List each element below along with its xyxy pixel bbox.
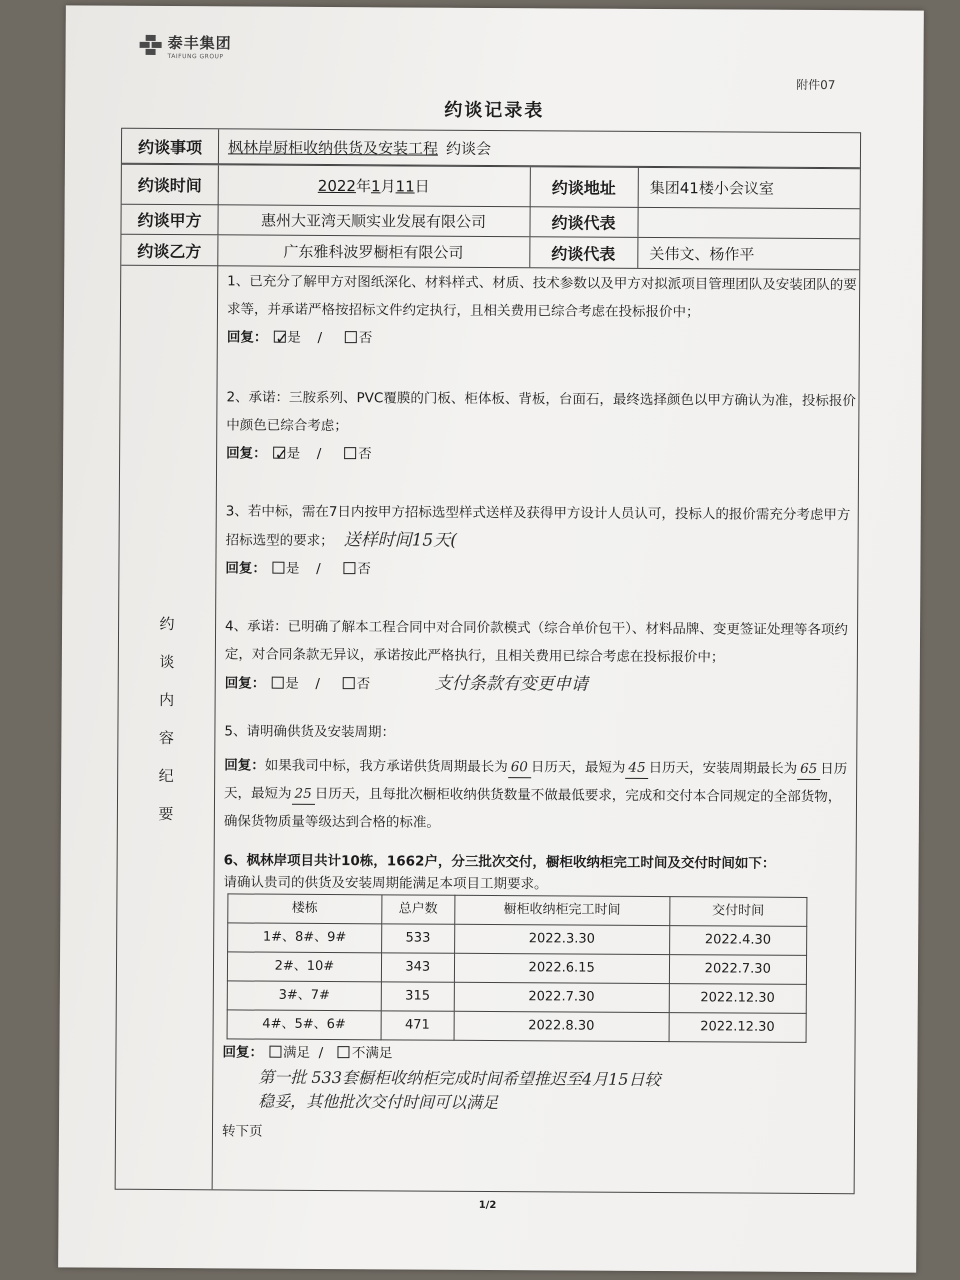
row-party-b bbox=[121, 235, 859, 271]
item-3-text: 3、若中标，需在7日内按甲方招标选型样式送样及获得甲方设计人员认可，投标人的报价需充分考虑甲方招标选型的要求； 送样时间15天( bbox=[225, 503, 851, 551]
item-5-reply: 回复：如果我司中标，我方承诺供货周期最长为 60 日历天，最短为 45 日历天，安装周期最长为 65 日历天，最短为 25 日历天，且每批次橱柜收纳供货数量不做最低要求，完成和交付本合同规定的全部货物，确保货物质量等级达到合格的标准。 bbox=[223, 757, 848, 831]
item-6-handwritten-note-line-2: 稳妥，其他批次交付时间可以满足 bbox=[258, 1091, 499, 1113]
time-value: 2022 年 1 月 11 日 bbox=[317, 176, 430, 196]
page-number: 1/2 bbox=[478, 1199, 497, 1212]
place-label: 约谈地址 bbox=[551, 178, 616, 198]
company-logo bbox=[140, 32, 232, 61]
item-6-ask: 请确认贵司的供货及安装周期能满足本项目工期要求。 bbox=[223, 874, 548, 893]
table-row: 2#、10# 343 2022.6.15 2022.7.30 bbox=[227, 952, 806, 985]
logo-cube-icon bbox=[140, 35, 162, 57]
party-b-label: 约谈乙方 bbox=[137, 241, 202, 261]
record-form bbox=[115, 128, 861, 1195]
row-time bbox=[122, 164, 860, 210]
item-3-handwritten-note: 送样时间15天( bbox=[343, 530, 457, 551]
content-body bbox=[222, 267, 857, 1149]
row-matter bbox=[122, 129, 860, 169]
matter-value bbox=[228, 129, 491, 165]
continued-note: 转下页 bbox=[221, 1123, 263, 1140]
supply-min-days: 45 bbox=[625, 758, 648, 779]
checkbox-icon[interactable] bbox=[272, 562, 284, 574]
delivery-schedule-table bbox=[227, 893, 808, 1043]
rep-a-label: 约谈代表 bbox=[551, 212, 616, 233]
checkbox-icon[interactable] bbox=[344, 447, 356, 459]
row-party-a bbox=[121, 204, 859, 240]
matter-suffix: 约谈会 bbox=[445, 139, 492, 158]
item-2-text: 2、承诺：三胺系列、PVC覆膜的门板、柜体板、背板，台面石，最终选择颜色以甲方确认为准，投标报价中颜色已综合考虑； bbox=[226, 389, 856, 435]
party-a-value: 惠州大亚湾天顺实业发展有限公司 bbox=[260, 211, 487, 231]
item-4-text: 4、承诺：已明确了解本工程合同中对合同价款模式（综合单价包干）、材料品牌、变更签证处理等各项约定，对合同条款无异议，承诺按此严格执行，且相关费用已综合考虑在投标报价中； bbox=[224, 618, 848, 666]
checkbox-checked-icon[interactable]: ✓ bbox=[275, 328, 289, 348]
content-side-column bbox=[116, 265, 219, 1190]
document-title: 约谈记录表 bbox=[444, 99, 545, 122]
install-min-days: 25 bbox=[291, 784, 314, 805]
supply-max-days: 60 bbox=[508, 757, 531, 778]
item-3-reply: 回复： 是 / 否 bbox=[225, 560, 371, 578]
item-4-handwritten-note: 支付条款有变更申请 bbox=[434, 673, 588, 695]
rep-b-value: 关伟文、杨作平 bbox=[649, 244, 755, 264]
logo-en: TAIFUNG GROUP bbox=[167, 53, 224, 61]
table-row: 3#、7# 315 2022.7.30 2022.12.30 bbox=[227, 981, 806, 1014]
content-side-label: 约 谈 内 容 纪 要 bbox=[158, 614, 175, 824]
checkbox-icon[interactable] bbox=[338, 1046, 350, 1058]
install-max-days: 65 bbox=[797, 759, 820, 780]
checkbox-icon[interactable] bbox=[269, 1046, 281, 1058]
checkbox-icon[interactable] bbox=[343, 677, 355, 689]
document-page bbox=[58, 5, 924, 1272]
matter-label: 约谈事项 bbox=[137, 137, 203, 157]
table-header-row: 楼栋 总户数 橱柜收纳柜完工时间 交付时间 bbox=[228, 894, 807, 927]
matter-project: 枫林岸厨柜收纳供货及安装工程 bbox=[227, 137, 439, 158]
rep-b-label: 约谈代表 bbox=[551, 243, 616, 264]
party-b-value: 广东雅科波罗橱柜有限公司 bbox=[283, 242, 464, 262]
checkbox-checked-icon[interactable]: ✓ bbox=[274, 444, 289, 464]
item-2-reply: 回复： ✓ 是 / 否 bbox=[226, 444, 372, 464]
item-6-reply: 回复： 满足 / 不满足 bbox=[222, 1044, 393, 1062]
table-row: 4#、5#、6# 471 2022.8.30 2022.12.30 bbox=[227, 1010, 806, 1043]
party-a-label: 约谈甲方 bbox=[137, 210, 202, 230]
item-6-handwritten-note-line-1: 第一批 533套橱柜收纳柜完成时间希望推迟至4月15日较 bbox=[258, 1067, 661, 1090]
logo-cn: 泰丰集团 bbox=[167, 34, 232, 53]
item-6-intro: 6、枫林岸项目共计10栋，1662户，分三批次交付，橱柜收纳柜完工时间及交付时间如下： bbox=[223, 852, 776, 872]
item-1-reply: 回复： ✓ 是 / 否 bbox=[226, 328, 373, 348]
checkbox-icon[interactable] bbox=[271, 677, 283, 689]
item-4-reply: 回复： 是 / 否 支付条款有变更申请 bbox=[224, 673, 588, 695]
attachment-number: 附件07 bbox=[796, 77, 836, 93]
item-5-text: 5、请明确供货及安装周期： bbox=[224, 723, 396, 741]
table-row: 1#、8#、9# 533 2022.3.30 2022.4.30 bbox=[228, 923, 807, 956]
time-label: 约谈时间 bbox=[137, 175, 202, 196]
item-1-text: 1、已充分了解甲方对图纸深化、材料样式、材质、技术参数以及甲方对拟派项目管理团队及安装团队的要求等，并承诺严格按招标文件约定执行，且相关费用已综合考虑在投标报价中； bbox=[226, 273, 857, 321]
place-value: 集团41楼小会议室 bbox=[649, 178, 774, 198]
checkbox-icon[interactable] bbox=[343, 562, 355, 574]
checkbox-icon[interactable] bbox=[345, 331, 357, 343]
